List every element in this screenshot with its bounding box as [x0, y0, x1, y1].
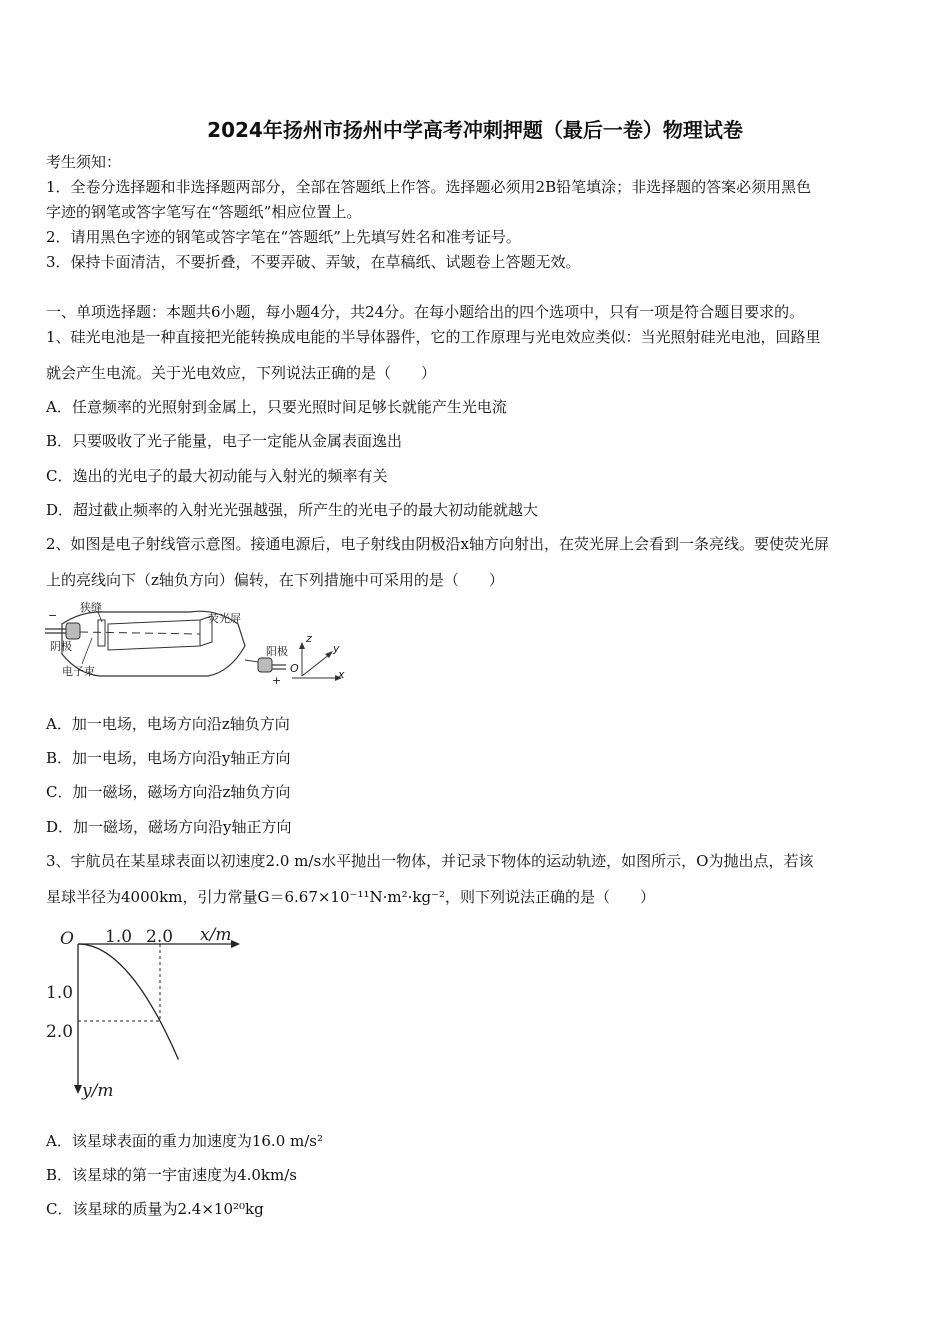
x-tick-label-1: 1.0 [105, 927, 133, 947]
q1-option-a: A．任意频率的光照射到金属上，只要光照时间足够长就能产生光电流 [46, 398, 507, 416]
notice-heading: 考生须知： [46, 153, 122, 171]
q1-stem-1: 1、硅光电池是一种直接把光能转换成电能的半导体器件，它的工作原理与光电效应类似：当光照射硅光电池，回路里 [46, 328, 821, 346]
axis-z-label: z [306, 632, 312, 645]
notice-line-2: 字迹的钢笔或答字笔写在“答题纸”相应位置上。 [46, 203, 362, 221]
q2-option-d: D．加一磁场，磁场方向沿y轴正方向 [46, 818, 292, 836]
cathode-label: 阴极 [50, 640, 72, 653]
q3-option-b: B．该星球的第一宇宙速度为4.0km/s [46, 1166, 297, 1184]
beam-label: 电子束 [62, 665, 95, 678]
chart-origin-label: O [60, 929, 74, 949]
cathode-electrode [66, 623, 80, 639]
y-axis-arrow [74, 1085, 82, 1094]
page-title: 2024年扬州市扬州中学高考冲刺押题（最后一卷）物理试卷 [207, 118, 743, 142]
q1-option-b: B．只要吸收了光子能量，电子一定能从金属表面逸出 [46, 432, 403, 450]
axis-origin-label: O [290, 662, 299, 675]
q3-stem-1: 3、宇航员在某星球表面以初速度2.0 m/s水平抛出一物体，并记录下物体的运动轨迹，如图所示，O为抛出点，若该 [46, 852, 814, 870]
trajectory-curve [78, 944, 178, 1060]
plus-sign: + [272, 674, 282, 687]
slit-label: 狭缝 [80, 601, 102, 614]
section-heading: 一、单项选择题：本题共6小题，每小题4分，共24分。在每小题给出的四个选项中，只有一项是符合题目要求的。 [46, 303, 805, 321]
q2-option-b: B．加一电场，电场方向沿y轴正方向 [46, 749, 291, 767]
axis-x-label: x [338, 668, 345, 681]
q3-stem-2: 星球半径为4000km，引力常量G＝6.67×10⁻¹¹N·m²·kg⁻²，则下列说法正确的是（ ） [46, 888, 655, 906]
y-tick-label-1: 1.0 [46, 983, 74, 1003]
anode-label: 阳极 [266, 645, 288, 658]
q2-option-c: C．加一磁场，磁场方向沿z轴负方向 [46, 783, 291, 801]
slit-plate [98, 620, 105, 646]
q3-option-c: C．该星球的质量为2.4×10²⁰kg [46, 1200, 264, 1218]
q2-option-a: A．加一电场，电场方向沿z轴负方向 [46, 715, 290, 733]
q2-stem-2: 上的亮线向下（z轴负方向）偏转，在下列措施中可采用的是（ ） [46, 571, 504, 589]
x-axis-arrow [231, 940, 240, 948]
q3-option-a: A．该星球表面的重力加速度为16.0 m/s² [46, 1132, 323, 1150]
anode-electrode [258, 658, 272, 672]
q1-stem-2: 就会产生电流。关于光电效应，下列说法正确的是（ ） [46, 364, 437, 382]
notice-line-4: 3．保持卡面清洁，不要折叠，不要弄破、弄皱，在草稿纸、试题卷上答题无效。 [46, 253, 581, 271]
y-tick-label-2: 2.0 [46, 1022, 74, 1042]
minus-sign: − [48, 609, 58, 622]
notice-line-3: 2．请用黑色字迹的钢笔或答字笔在“答题纸”上先填写姓名和准考证号。 [46, 228, 521, 246]
screen-label: 荧光屏 [208, 612, 241, 625]
chart-xlabel: x/m [200, 925, 232, 945]
trajectory-chart [40, 920, 260, 1105]
notice-line-1: 1．全卷分选择题和非选择题两部分，全部在答题纸上作答。选择题必须用2B铅笔填涂；非选择题的答案必须用黑色 [46, 178, 812, 196]
chart-ylabel: y/m [82, 1081, 114, 1101]
q1-option-d: D．超过截止频率的入射光光强越强，所产生的光电子的最大初动能就越大 [46, 501, 539, 519]
x-tick-label-2: 2.0 [146, 927, 174, 947]
crt-figure [40, 598, 350, 690]
q1-option-c: C．逸出的光电子的最大初动能与入射光的频率有关 [46, 467, 388, 485]
axis-y-label: y [333, 642, 340, 655]
q2-stem-1: 2、如图是电子射线管示意图。接通电源后，电子射线由阴极沿x轴方向射出，在荧光屏上会看到一条亮线。要使荧光屏 [46, 535, 830, 553]
